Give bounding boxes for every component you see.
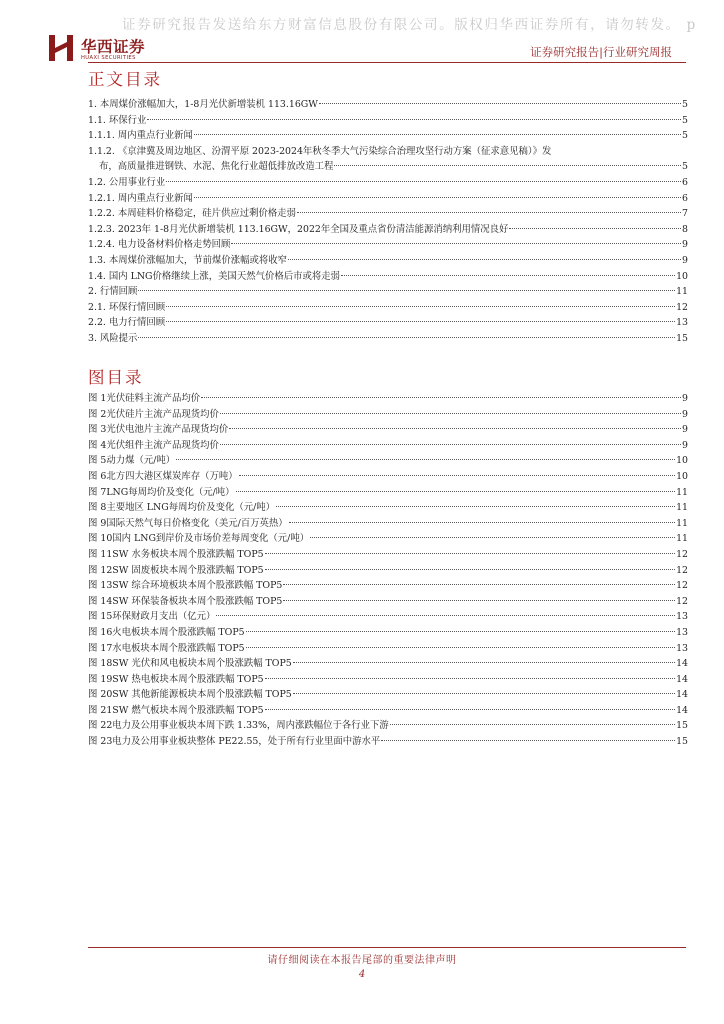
figure-entry[interactable] xyxy=(88,469,688,485)
toc-entry-page: 11 xyxy=(676,486,688,498)
toc-entry-page: 12 xyxy=(676,595,688,607)
figure-entry[interactable] xyxy=(88,656,688,672)
leader-dots xyxy=(265,553,675,554)
toc-entry-text: 1.1.2. 《京津冀及周边地区、汾渭平原 2023-2024年秋冬季大气污染综合治理攻坚行动方案（征求意见稿）》发 xyxy=(88,145,552,157)
leader-dots xyxy=(265,709,675,710)
toc-entry-page: 9 xyxy=(682,254,688,266)
toc-entry-text-continued: 布，高质量推进钢铁、水泥、焦化行业超低排放改造工程 xyxy=(99,161,334,173)
leader-dots xyxy=(138,290,675,291)
leader-dots xyxy=(381,740,675,741)
toc-entry-page: 9 xyxy=(682,424,688,436)
watermark-text: 证券研究报告发送给东方财富信息股份有限公司。版权归华西证券所有，请勿转发。 p xyxy=(122,17,697,33)
toc-entry[interactable] xyxy=(88,128,688,144)
toc-entry-page: 9 xyxy=(682,439,688,451)
toc-entry-text: 图 18SW 光伏和风电板块本周个股涨跌幅 TOP5 xyxy=(88,658,292,670)
figure-entry[interactable] xyxy=(88,703,688,719)
toc-entry-page: 13 xyxy=(676,317,688,329)
toc-entry-page: 13 xyxy=(676,626,688,638)
toc-entry-text: 1.4. 国内 LNG价格继续上涨，美国天然气价格后市或将走弱 xyxy=(88,270,341,282)
toc-entry-page: 9 xyxy=(682,393,688,404)
toc-entry[interactable] xyxy=(88,331,688,347)
leader-dots xyxy=(220,444,681,445)
toc-entry-text: 图 6北方四大港区煤炭库存（万吨） xyxy=(88,470,238,482)
toc-entry-text: 1.2.2. 本周硅料价格稳定，硅片供应过剩价格走弱 xyxy=(88,208,296,220)
leader-dots xyxy=(509,228,681,229)
toc-entry[interactable] xyxy=(88,222,688,238)
toc-entry-text: 图 1光伏硅料主流产品均价 xyxy=(88,393,201,404)
toc-entry-page: 11 xyxy=(676,502,688,514)
toc-entry[interactable] xyxy=(88,269,688,285)
figure-entry[interactable] xyxy=(88,547,688,563)
toc-entry[interactable] xyxy=(88,175,688,191)
toc-entry[interactable] xyxy=(88,191,688,207)
header-divider xyxy=(88,62,686,63)
toc-entry-text: 图 8主要地区 LNG每周均价及变化（元/吨） xyxy=(88,502,276,514)
toc-entry-page: 12 xyxy=(676,580,688,592)
figure-entry[interactable] xyxy=(88,422,688,438)
leader-dots xyxy=(231,243,681,244)
report-type-label: 证券研究报告|行业研究周报 xyxy=(530,45,672,59)
toc-entry-text: 图 7LNG每周均价及变化（元/吨） xyxy=(88,486,235,498)
figure-entry[interactable] xyxy=(88,516,688,532)
leader-dots xyxy=(289,522,675,523)
toc-entry-page: 13 xyxy=(676,611,688,623)
legal-notice: 请仔细阅读在本报告尾部的重要法律声明 xyxy=(267,955,457,966)
leader-dots xyxy=(265,569,675,570)
toc-entry-page: 7 xyxy=(682,208,688,220)
toc-entry-page: 5 xyxy=(682,114,688,126)
toc-entry-page: 11 xyxy=(676,533,688,545)
leader-dots xyxy=(319,103,681,104)
leader-dots xyxy=(334,165,681,166)
leader-dots xyxy=(297,212,681,213)
toc-entry-page: 5 xyxy=(682,161,688,173)
leader-dots xyxy=(194,134,681,135)
toc-entry-page: 5 xyxy=(682,130,688,142)
figure-entry[interactable] xyxy=(88,407,688,423)
toc-entry-page: 9 xyxy=(682,408,688,420)
toc-entry-text: 图 14SW 环保装备板块本周个股涨跌幅 TOP5 xyxy=(88,595,283,607)
figure-entry[interactable] xyxy=(88,438,688,454)
leader-dots xyxy=(220,413,681,414)
toc-entry-page: 15 xyxy=(676,720,688,732)
toc-entry-page: 12 xyxy=(676,548,688,560)
toc-list xyxy=(88,97,688,347)
figure-entry[interactable] xyxy=(88,609,688,625)
toc-entry-page: 11 xyxy=(676,517,688,529)
toc-entry-page: 13 xyxy=(676,642,688,654)
toc-entry-page: 14 xyxy=(676,704,688,716)
toc-entry-text: 图 16火电板块本周个股涨跌幅 TOP5 xyxy=(88,626,245,638)
leader-dots xyxy=(176,459,675,460)
figure-entry[interactable] xyxy=(88,641,688,657)
toc-entry-page: 8 xyxy=(682,223,688,235)
leader-dots xyxy=(194,197,681,198)
leader-dots xyxy=(390,724,675,725)
logo-english-name: HUAXI SECURITIES xyxy=(81,55,136,61)
figure-entry[interactable] xyxy=(88,485,688,501)
toc-entry-text: 图 4光伏组件主流产品现货均价 xyxy=(88,439,219,451)
toc-entry-text: 1.2.1. 周内重点行业新闻 xyxy=(88,192,193,204)
toc-entry[interactable] xyxy=(88,144,688,175)
toc-entry-text: 3. 风险提示 xyxy=(88,332,138,344)
toc-entry-page: 11 xyxy=(676,286,688,298)
toc-entry[interactable] xyxy=(88,300,688,316)
leader-dots xyxy=(166,321,675,322)
toc-entry-text: 图 15环保财政月支出（亿元） xyxy=(88,611,216,623)
toc-entry-page: 9 xyxy=(682,239,688,251)
toc-entry-page: 14 xyxy=(676,673,688,685)
leader-dots xyxy=(283,600,675,601)
leader-dots xyxy=(288,259,681,260)
leader-dots xyxy=(246,631,675,632)
leader-dots xyxy=(147,119,681,120)
toc-entry-text: 图 21SW 燃气板块本周个股涨跌幅 TOP5 xyxy=(88,704,264,716)
toc-entry-text: 图 3光伏电池片主流产品现货均价 xyxy=(88,424,229,436)
toc-entry-page: 10 xyxy=(676,270,688,282)
toc-entry-page: 14 xyxy=(676,658,688,670)
leader-dots xyxy=(341,275,675,276)
leader-dots xyxy=(229,428,681,429)
toc-entry-page: 5 xyxy=(682,99,688,110)
toc-entry-text: 1.1.1. 周内重点行业新闻 xyxy=(88,130,193,142)
toc-entry-text: 1.2. 公用事业行业 xyxy=(88,176,166,188)
toc-entry-text: 1.3. 本周煤价涨幅加大，节前煤价涨幅或将收窄 xyxy=(88,254,287,266)
figure-entry[interactable] xyxy=(88,718,688,734)
toc-entry-text: 图 19SW 热电板块本周个股涨跌幅 TOP5 xyxy=(88,673,264,685)
toc-entry[interactable] xyxy=(88,206,688,222)
toc-entry-text: 1.1. 环保行业 xyxy=(88,114,147,126)
toc-entry[interactable] xyxy=(88,97,688,113)
toc-entry-text: 图 10国内 LNG到岸价及市场价差每周变化（元/吨） xyxy=(88,533,310,545)
leader-dots xyxy=(239,475,675,476)
toc-entry-text: 图 9国际天然气每日价格变化（美元/百万英热） xyxy=(88,517,288,529)
toc-entry-text: 图 22电力及公用事业板块本周下跌 1.33%，周内涨跌幅位于各行业下游 xyxy=(88,720,389,732)
figure-entry[interactable] xyxy=(88,578,688,594)
toc-entry-text: 1.2.3. 2023年 1-8月光伏新增装机 113.16GW，2022年全国及重点省份清洁能源消纳利用情况良好 xyxy=(88,223,509,235)
toc-entry-text: 图 11SW 水务板块本周个股涨跌幅 TOP5 xyxy=(88,548,264,560)
figure-list xyxy=(88,391,688,750)
toc-entry-text: 1. 本周煤价涨幅加大，1-8月光伏新增装机 113.16GW xyxy=(88,99,318,110)
page-number: 4 xyxy=(358,969,366,980)
figure-entry[interactable] xyxy=(88,391,688,407)
toc-entry-page: 10 xyxy=(676,455,688,467)
leader-dots xyxy=(265,678,675,679)
toc-entry[interactable] xyxy=(88,237,688,253)
figure-entry[interactable] xyxy=(88,687,688,703)
toc-entry-text: 2. 行情回顾 xyxy=(88,286,138,298)
toc-entry[interactable] xyxy=(88,253,688,269)
toc-entry[interactable] xyxy=(88,284,688,300)
toc-entry-text: 图 23电力及公用事业板块整体 PE22.55，处于所有行业里面中游水平 xyxy=(88,736,381,748)
leader-dots xyxy=(216,615,675,616)
toc-entry-text: 图 5动力煤（元/吨） xyxy=(88,455,176,467)
toc-entry[interactable] xyxy=(88,113,688,129)
logo-chinese-name: 华西证券 xyxy=(81,38,146,56)
figure-list-title: 图目录 xyxy=(88,368,144,387)
toc-entry-page: 12 xyxy=(676,301,688,313)
figure-entry[interactable] xyxy=(88,500,688,516)
leader-dots xyxy=(293,662,675,663)
toc-entry-page: 6 xyxy=(682,176,688,188)
leader-dots xyxy=(166,306,675,307)
leader-dots xyxy=(310,537,675,538)
toc-title: 正文目录 xyxy=(88,70,162,89)
figure-entry[interactable] xyxy=(88,563,688,579)
toc-entry-text: 图 12SW 固废板块本周个股涨跌幅 TOP5 xyxy=(88,564,264,576)
leader-dots xyxy=(283,584,675,585)
toc-entry[interactable] xyxy=(88,315,688,331)
figure-entry[interactable] xyxy=(88,531,688,547)
leader-dots xyxy=(138,337,675,338)
toc-entry-page: 14 xyxy=(676,689,688,701)
toc-entry-text: 图 17水电板块本周个股涨跌幅 TOP5 xyxy=(88,642,245,654)
figure-entry[interactable] xyxy=(88,672,688,688)
toc-entry-text: 2.1. 环保行情回顾 xyxy=(88,301,166,313)
huaxi-logo-icon xyxy=(48,34,74,62)
toc-entry-text: 2.2. 电力行情回顾 xyxy=(88,317,166,329)
footer-divider xyxy=(88,947,686,948)
figure-entry[interactable] xyxy=(88,625,688,641)
leader-dots xyxy=(276,506,675,507)
toc-entry-text: 图 2光伏硅片主流产品现货均价 xyxy=(88,408,219,420)
figure-entry[interactable] xyxy=(88,453,688,469)
toc-entry-text: 图 13SW 综合环境板块本周个股涨跌幅 TOP5 xyxy=(88,580,283,592)
toc-entry-page: 6 xyxy=(682,192,688,204)
toc-entry-page: 12 xyxy=(676,564,688,576)
leader-dots xyxy=(166,181,681,182)
leader-dots xyxy=(246,647,675,648)
leader-dots xyxy=(201,397,681,398)
toc-entry-page: 15 xyxy=(676,736,688,748)
figure-entry[interactable] xyxy=(88,734,688,750)
figure-entry[interactable] xyxy=(88,594,688,610)
toc-entry-text: 图 20SW 其他新能源板块本周个股涨跌幅 TOP5 xyxy=(88,689,292,701)
leader-dots xyxy=(293,693,675,694)
toc-entry-page: 10 xyxy=(676,470,688,482)
toc-entry-page: 15 xyxy=(676,332,688,344)
toc-entry-text: 1.2.4. 电力设备材料价格走势回顾 xyxy=(88,239,231,251)
leader-dots xyxy=(236,491,676,492)
